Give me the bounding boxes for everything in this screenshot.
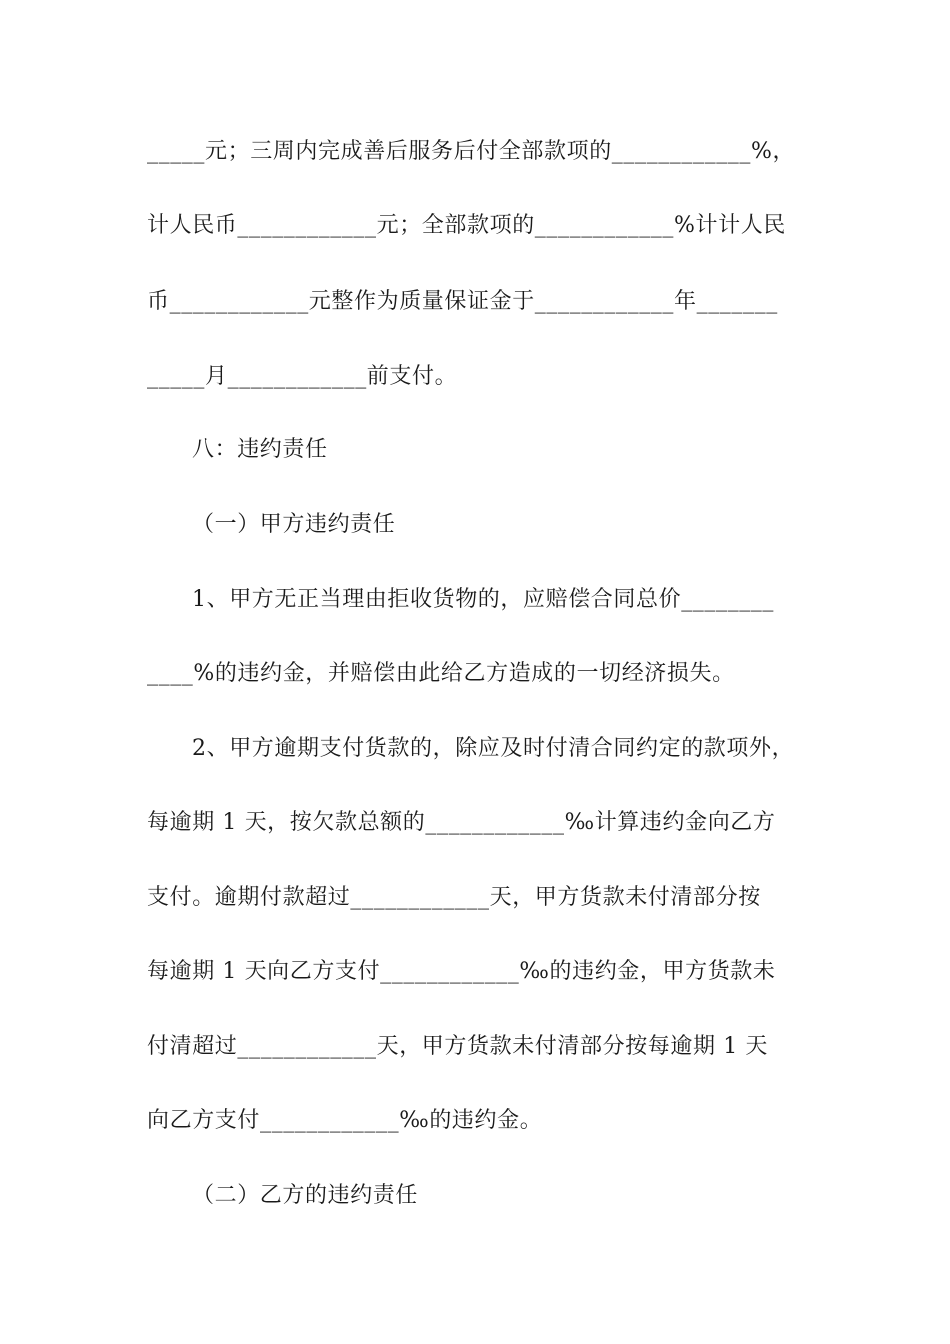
text-line-payment-schedule: _____元；三周内完成善后服务后付全部款项的____________%，: [147, 139, 796, 164]
clause-2-line-5: 付清超过____________天，甲方货款未付清部分按每逾期 1 天: [147, 1034, 768, 1059]
section-heading-breach-liability: 八：违约责任: [192, 437, 328, 462]
clause-1-line-1: 1、甲方无正当理由拒收货物的，应赔偿合同总价________: [192, 587, 774, 612]
subsection-heading-party-a: （一）甲方违约责任: [192, 512, 396, 537]
clause-2-line-2: 每逾期 1 天，按欠款总额的____________‰计算违约金向乙方: [147, 810, 776, 835]
clause-2-line-3: 支付。逾期付款超过____________天，甲方货款未付清部分按: [147, 885, 761, 910]
clause-2-line-4: 每逾期 1 天向乙方支付____________‰的违约金，甲方货款未: [147, 959, 776, 984]
subsection-heading-party-b: （二）乙方的违约责任: [192, 1183, 419, 1208]
text-line-payment-date: _____月____________前支付。: [147, 364, 458, 389]
text-line-quality-deposit: 币____________元整作为质量保证金于____________年_______: [147, 289, 778, 314]
clause-1-line-2: ____%的违约金，并赔偿由此给乙方造成的一切经济损失。: [147, 661, 735, 686]
clause-2-line-6: 向乙方支付____________‰的违约金。: [147, 1108, 543, 1133]
text-line-rmb-amount: 计人民币____________元；全部款项的____________%计计人民: [147, 213, 786, 238]
clause-2-line-1: 2、甲方逾期支付货款的，除应及时付清合同约定的款项外，: [192, 736, 795, 761]
